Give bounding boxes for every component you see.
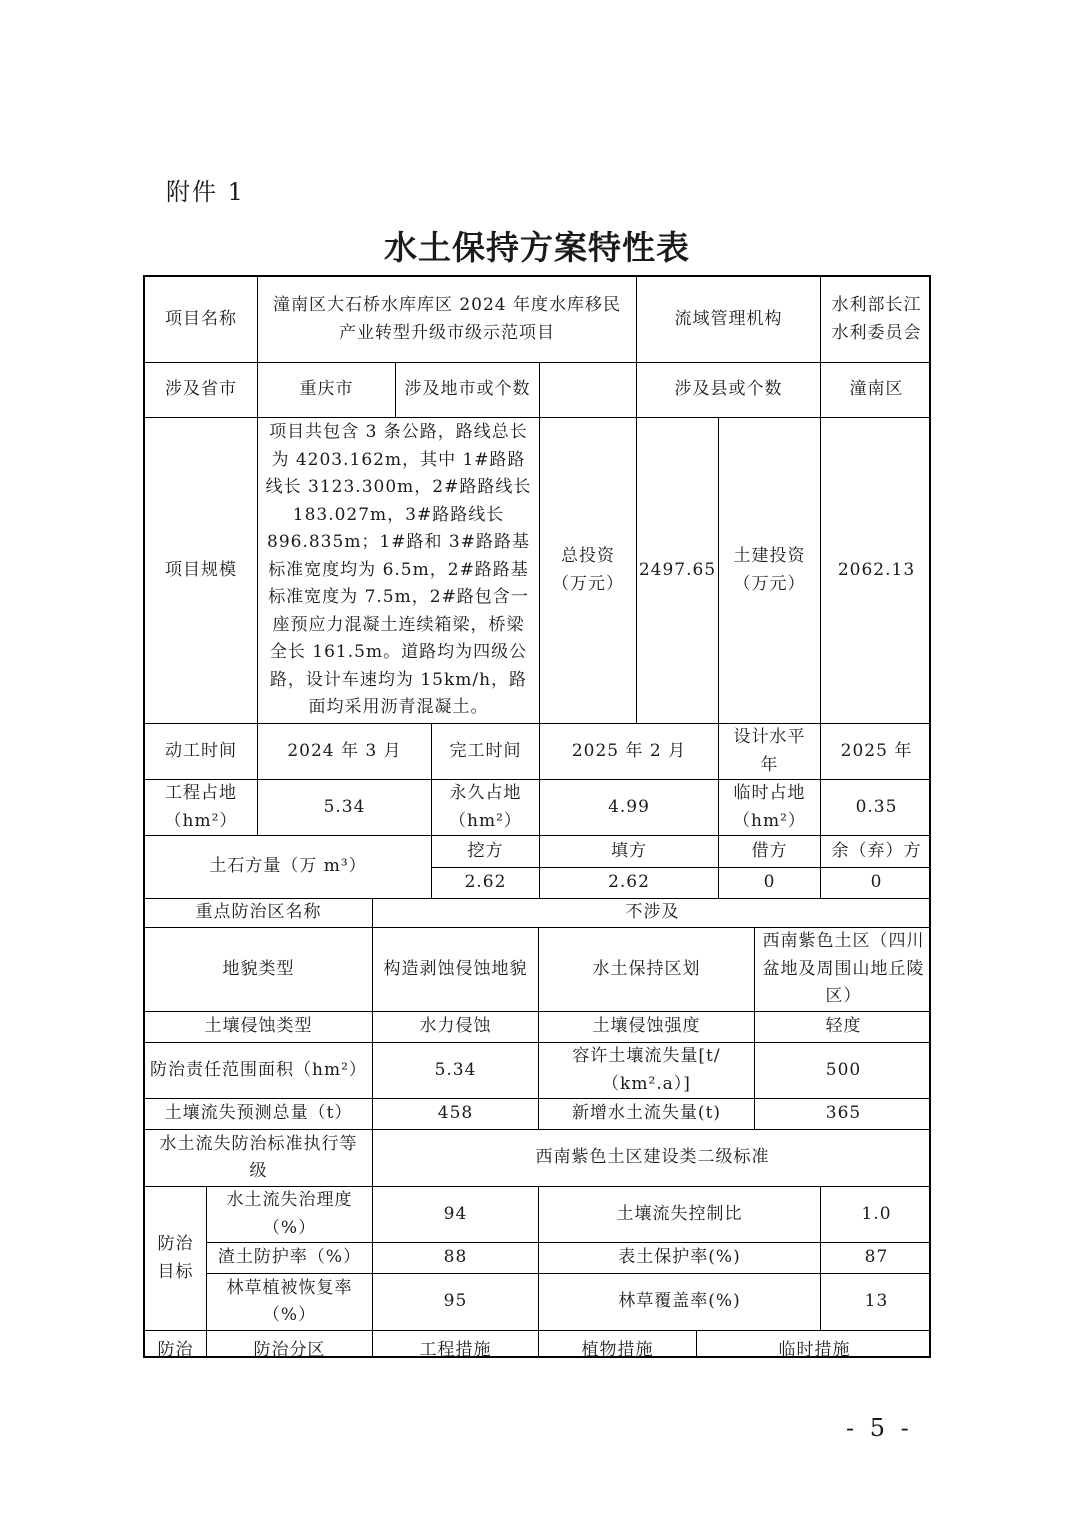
division-label: 水土保持区划 bbox=[539, 928, 755, 1012]
earthwork-label: 土石方量（万 m³） bbox=[145, 836, 432, 899]
document-title: 水土保持方案特性表 bbox=[384, 228, 690, 267]
targets-group-label: 防治目标 bbox=[145, 1187, 207, 1331]
basin-agency-label: 流域管理机构 bbox=[637, 277, 821, 363]
allow-loss-value: 500 bbox=[755, 1043, 931, 1099]
province-label: 涉及省市 bbox=[145, 363, 258, 418]
counties-value: 潼南区 bbox=[821, 363, 931, 418]
target-value: 87 bbox=[821, 1243, 931, 1274]
basin-agency-value: 水利部长江水利委员会 bbox=[821, 277, 931, 363]
earthwork-value: 2.62 bbox=[540, 868, 719, 899]
standard-value: 西南紫色土区建设类二级标准 bbox=[373, 1130, 931, 1187]
target-label: 水土流失治理度（%） bbox=[207, 1187, 373, 1243]
target-label: 渣土防护率（%） bbox=[207, 1243, 373, 1274]
land-total-value: 5.34 bbox=[258, 780, 432, 836]
earthwork-header: 借方 bbox=[719, 836, 821, 868]
characteristics-table bbox=[143, 275, 931, 1358]
attachment-label: 附件 1 bbox=[166, 178, 245, 206]
target-value: 1.0 bbox=[821, 1187, 931, 1243]
scale-value: 项目共包含 3 条公路，路线总长为 4203.162m，其中 1#路路线长 3123.300m，2#路路线长 183.027m，3#路路线长 896.835m；1#路和 3#路路基标准宽度均为 6.5m，2#路路基标准宽度为 7.5m，2#路包含一座预应力混凝土连续箱梁，桥梁全长 161.5m。道路均为四级公路，设计车速均为 15km/h，路面均采用沥青混凝土。 bbox=[258, 418, 540, 724]
target-value: 94 bbox=[373, 1187, 539, 1243]
land-temporary-label: 临时占地（hm²） bbox=[719, 780, 821, 836]
project-name-value: 潼南区大石桥水库库区 2024 年度水库移民产业转型升级市级示范项目 bbox=[258, 277, 637, 363]
measures-header: 植物措施 bbox=[539, 1331, 697, 1358]
target-label: 土壤流失控制比 bbox=[539, 1187, 821, 1243]
target-value: 88 bbox=[373, 1243, 539, 1274]
earthwork-header: 余（弃）方 bbox=[821, 836, 931, 868]
target-value: 95 bbox=[373, 1274, 539, 1331]
erosion-intensity-value: 轻度 bbox=[755, 1012, 931, 1043]
resp-area-label: 防治责任范围面积（hm²） bbox=[145, 1043, 373, 1099]
end-value: 2025 年 2 月 bbox=[540, 724, 719, 780]
target-label: 林草覆盖率(%) bbox=[539, 1274, 821, 1331]
counties-label: 涉及县或个数 bbox=[637, 363, 821, 418]
earthwork-header: 填方 bbox=[540, 836, 719, 868]
standard-label: 水土流失防治标准执行等级 bbox=[145, 1130, 373, 1187]
cities-label: 涉及地市或个数 bbox=[396, 363, 540, 418]
key-zone-value: 不涉及 bbox=[373, 899, 931, 928]
scale-label: 项目规模 bbox=[145, 418, 258, 724]
measures-header: 临时措施 bbox=[697, 1331, 931, 1358]
civil-invest-value: 2062.13 bbox=[821, 418, 931, 724]
total-invest-value: 2497.65 bbox=[637, 418, 719, 724]
landform-label: 地貌类型 bbox=[145, 928, 373, 1012]
resp-area-value: 5.34 bbox=[373, 1043, 539, 1099]
target-label: 林草植被恢复率（%） bbox=[207, 1274, 373, 1331]
cities-value bbox=[540, 363, 637, 418]
civil-invest-label: 土建投资（万元） bbox=[719, 418, 821, 724]
landform-value: 构造剥蚀侵蚀地貌 bbox=[373, 928, 539, 1012]
land-total-label: 工程占地（hm²） bbox=[145, 780, 258, 836]
measures-header: 工程措施 bbox=[373, 1331, 539, 1358]
erosion-type-value: 水力侵蚀 bbox=[373, 1012, 539, 1043]
measures-header: 防治分区 bbox=[207, 1331, 373, 1358]
land-permanent-label: 永久占地（hm²） bbox=[432, 780, 540, 836]
target-value: 13 bbox=[821, 1274, 931, 1331]
predict-total-label: 土壤流失预测总量（t） bbox=[145, 1099, 373, 1130]
land-permanent-value: 4.99 bbox=[540, 780, 719, 836]
new-loss-value: 365 bbox=[755, 1099, 931, 1130]
measures-group-label: 防治 bbox=[145, 1331, 207, 1358]
land-temporary-value: 0.35 bbox=[821, 780, 931, 836]
earthwork-value: 0 bbox=[719, 868, 821, 899]
earthwork-value: 0 bbox=[821, 868, 931, 899]
division-value: 西南紫色土区（四川盆地及周围山地丘陵区） bbox=[755, 928, 931, 1012]
end-label: 完工时间 bbox=[432, 724, 540, 780]
allow-loss-label: 容许土壤流失量[t/（km².a）] bbox=[539, 1043, 755, 1099]
page-number: - 5 - bbox=[846, 1414, 913, 1442]
total-invest-label: 总投资（万元） bbox=[540, 418, 637, 724]
target-label: 表土保护率(%) bbox=[539, 1243, 821, 1274]
new-loss-label: 新增水土流失量(t) bbox=[539, 1099, 755, 1130]
design-year-value: 2025 年 bbox=[821, 724, 931, 780]
project-name-label: 项目名称 bbox=[145, 277, 258, 363]
key-zone-label: 重点防治区名称 bbox=[145, 899, 373, 928]
erosion-type-label: 土壤侵蚀类型 bbox=[145, 1012, 373, 1043]
province-value: 重庆市 bbox=[258, 363, 396, 418]
design-year-label: 设计水平年 bbox=[719, 724, 821, 780]
earthwork-header: 挖方 bbox=[432, 836, 540, 868]
start-label: 动工时间 bbox=[145, 724, 258, 780]
erosion-intensity-label: 土壤侵蚀强度 bbox=[539, 1012, 755, 1043]
earthwork-value: 2.62 bbox=[432, 868, 540, 899]
predict-total-value: 458 bbox=[373, 1099, 539, 1130]
start-value: 2024 年 3 月 bbox=[258, 724, 432, 780]
